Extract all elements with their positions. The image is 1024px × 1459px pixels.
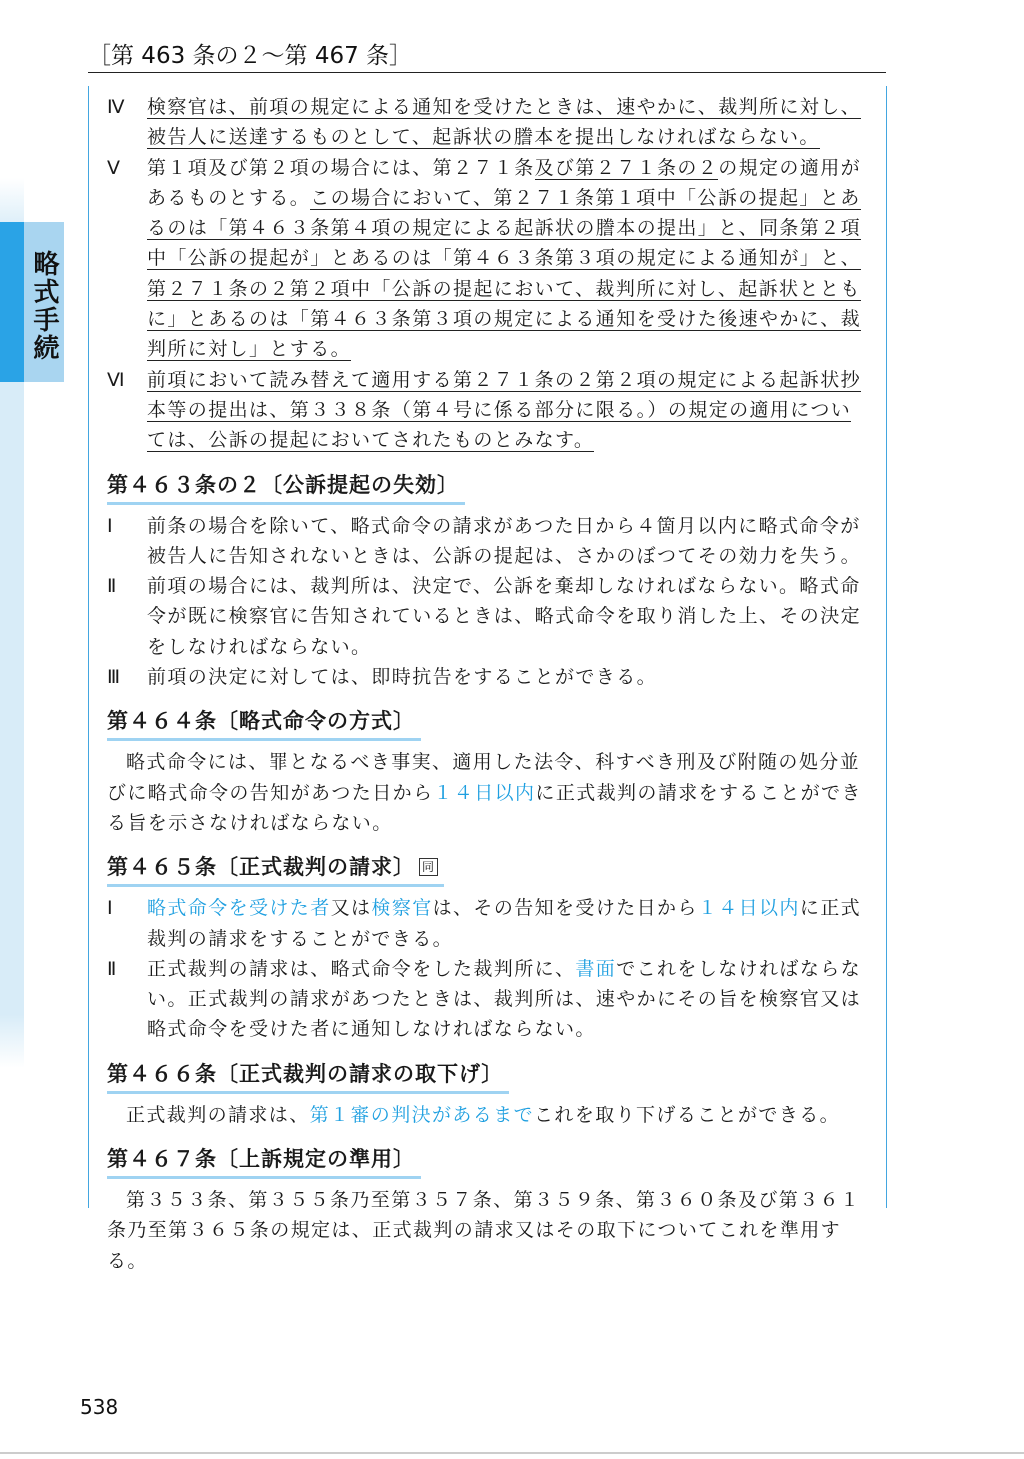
paragraph-text-c: の規定の適用があるものとする。: [147, 156, 862, 209]
keyword-highlight: １４日以内: [697, 897, 800, 920]
keyword-highlight: 書面: [575, 957, 617, 980]
keyword-highlight: 略式命令を受けた者: [147, 897, 331, 920]
paragraph-text: は、その告知を受けた日から: [432, 897, 698, 920]
paragraph-number: Ⅱ: [107, 575, 118, 598]
paragraph-text: 又は: [330, 897, 372, 920]
article462-paragraph-6: [107, 365, 871, 456]
article466-text: [107, 1100, 871, 1130]
header-title: ［第 463 条の２～第 467 条］: [88, 43, 413, 69]
article465-paragraph-1: [107, 893, 871, 954]
article463-2-paragraph-1: [107, 511, 871, 572]
paragraph-number: Ⅲ: [107, 666, 122, 689]
bottom-rule: [0, 1452, 1024, 1454]
article467-heading: 第４６７条〔上訴規定の準用〕: [107, 1142, 421, 1179]
page-number: 538: [80, 1395, 119, 1419]
statute-content: [107, 92, 871, 1276]
article467-text: 第３５３条、第３５５条乃至第３５７条、第３５９条、第３６０条及び第３６１条乃至第３６５条の規定は、正式裁判の請求又はその取下についてこれを準用する。: [107, 1189, 861, 1272]
article464-text-a: 略式命令には、罪となるべき事実、適用した法令、科すべき刑及び附随の処分並びに略式命令の告知があつた日から: [107, 751, 861, 804]
side-tab-label: 略式手続: [29, 250, 59, 362]
article465-heading-text: 第４６５条〔正式裁判の請求〕: [107, 855, 415, 880]
paragraph-number: Ⅰ: [107, 514, 115, 537]
deadline-highlight: １４日以内: [433, 781, 536, 804]
paragraph-text: に正式裁判の請求をすることができる。: [147, 897, 862, 950]
article466-text-a: 正式裁判の請求は、: [126, 1103, 310, 1126]
same-mark-icon: 同: [419, 858, 438, 876]
article463-2-paragraph-2: [107, 571, 871, 662]
article464-text-b: に正式裁判の請求をすることができる旨を示さなければならない。: [107, 781, 862, 834]
running-header: [88, 40, 886, 73]
article462-paragraph-4: [107, 92, 871, 153]
statute-box: [88, 86, 887, 1272]
paragraph-text: 正式裁判の請求は、略式命令をした裁判所に、: [147, 957, 576, 980]
paragraph-number: Ⅰ: [107, 897, 115, 920]
article464-heading: 第４６４条〔略式命令の方式〕: [107, 704, 421, 741]
keyword-highlight: 検察官: [371, 897, 433, 920]
article464-text: [107, 747, 871, 838]
paragraph-number: Ⅵ: [107, 368, 126, 391]
paragraph-text: 前条の場合を除いて、略式命令の請求があつた日から４箇月以内に略式命令が被告人に告知されないときは、公訴の提起は、さかのぼつてその効力を失う。: [147, 514, 862, 567]
paragraph-text: 前項において読み替えて適用する第２７１条の２第２項の規定による起訴状抄本等の提出は、第３３８条（第４号に係る部分に限る。）の規定の適用については、公訴の提起においてされたものとみなす。: [147, 368, 862, 452]
paragraph-text: 検察官は、前項の規定による通知を受けたときは、速やかに、裁判所に対し、被告人に送達するものとして、起訴状の謄本を提出しなければならない。: [147, 96, 862, 149]
paragraph-number: Ⅴ: [107, 156, 122, 179]
paragraph-text-a: 第１項及び第２項の場合には、第２７１条: [147, 156, 535, 179]
keyword-highlight: 第１審の判決があるまで: [309, 1103, 535, 1126]
paragraph-text-b: 及び第２７１条の２: [534, 156, 719, 179]
article462-paragraph-5: [107, 153, 871, 365]
paragraph-text: 前項の場合には、裁判所は、決定で、公訴を棄却しなければならない。略式命令が既に検察官に告知されているときは、略式命令を取り消した上、その決定をしなければならない。: [147, 575, 862, 658]
article465-heading: [107, 850, 444, 887]
article466-text-b: これを取り下げることができる。: [534, 1103, 841, 1126]
side-tab-accent: [0, 222, 24, 382]
article463-2-heading: 第４６３条の２〔公訴提起の失効〕: [107, 468, 465, 505]
article466-heading: 第４６６条〔正式裁判の請求の取下げ〕: [107, 1057, 509, 1094]
paragraph-number: Ⅳ: [107, 96, 126, 118]
paragraph-number: Ⅱ: [107, 957, 118, 980]
article463-2-paragraph-3: [107, 662, 871, 692]
paragraph-text: 前項の決定に対しては、即時抗告をすることができる。: [147, 666, 658, 689]
article465-paragraph-2: [107, 954, 871, 1045]
paragraph-text: でこれをしなければならない。正式裁判の請求があつたときは、裁判所は、速やかにその旨を検察官又は略式命令を受けた者に通知しなければならない。: [147, 957, 862, 1041]
paragraph-text-d: この場合において、第２７１条第１項中「公訴の提起」とあるのは「第４６３条第４項の規定による起訴状の謄本の提出」と、同条第２項中「公訴の提起が」とあるのは「第４６３条第３項の規定による通知が」と、第２７１条の２第２項中「公訴の提起において、裁判所に対し、起訴状とともに」とあるのは「第４６３条第３項の規定による通知を受けた後速やかに、裁判所に対し」とする。: [147, 186, 862, 361]
